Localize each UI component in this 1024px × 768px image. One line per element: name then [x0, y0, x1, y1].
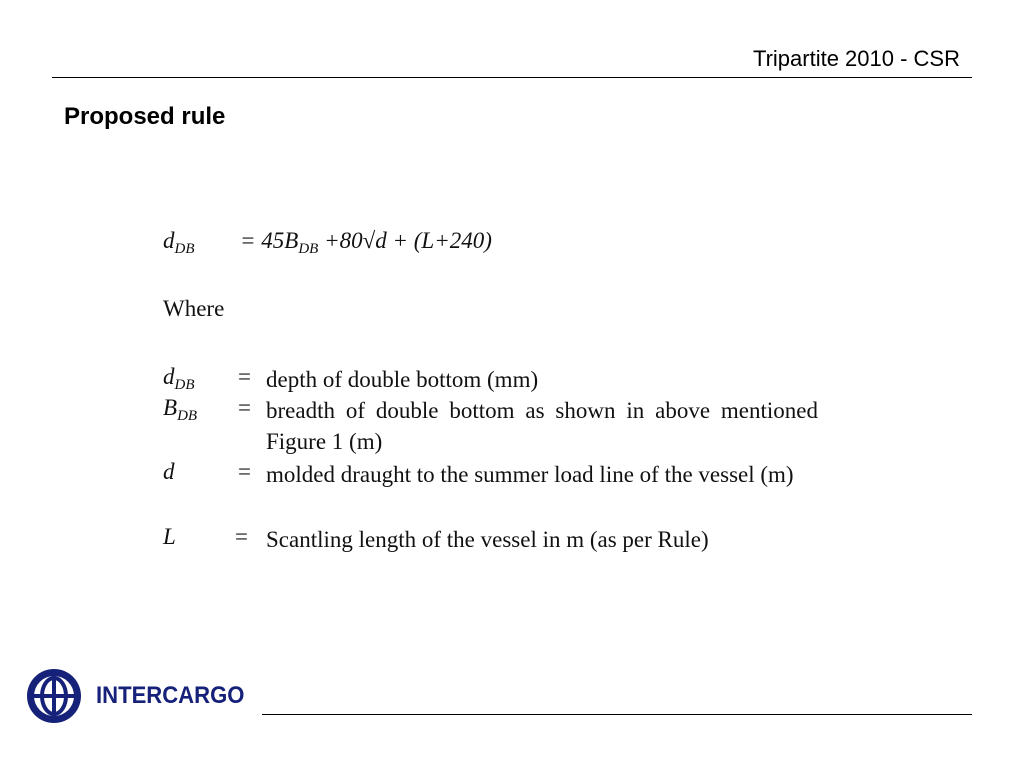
definition-symbol: L [163, 524, 176, 549]
definition-symbol: d [163, 459, 175, 484]
definition-text: Scantling length of the vessel in m (as per Rule) [266, 527, 709, 552]
formula-rhs: = $45B_{DB} +80√d + (L+240)$ [240, 228, 492, 257]
definition-equals: = [235, 524, 248, 549]
definition-symbol: $d_{DB}$ [163, 364, 195, 393]
logo-wordmark: INTERCARGO [96, 682, 245, 709]
definition-equals: = [238, 364, 251, 389]
slide-title: Proposed rule [64, 103, 226, 130]
header-title: Tripartite 2010 - CSR [752, 46, 960, 71]
globe-icon [27, 669, 81, 723]
formula-lhs: $d_{DB}$ [163, 228, 195, 257]
definition-text: breadth of double bottom as shown in above mentioned Figure 1 (m) [266, 398, 818, 454]
where-label: Where [163, 296, 225, 321]
definition-symbol: $B_{DB}$ [163, 395, 198, 424]
definition-equals: = [238, 395, 251, 420]
footer-divider [262, 714, 972, 715]
definition-text: depth of double bottom (mm) [266, 367, 539, 392]
definition-text: molded draught to the summer load line of the vessel (m) [266, 462, 794, 487]
definition-equals: = [238, 459, 251, 484]
header-divider [52, 77, 972, 78]
